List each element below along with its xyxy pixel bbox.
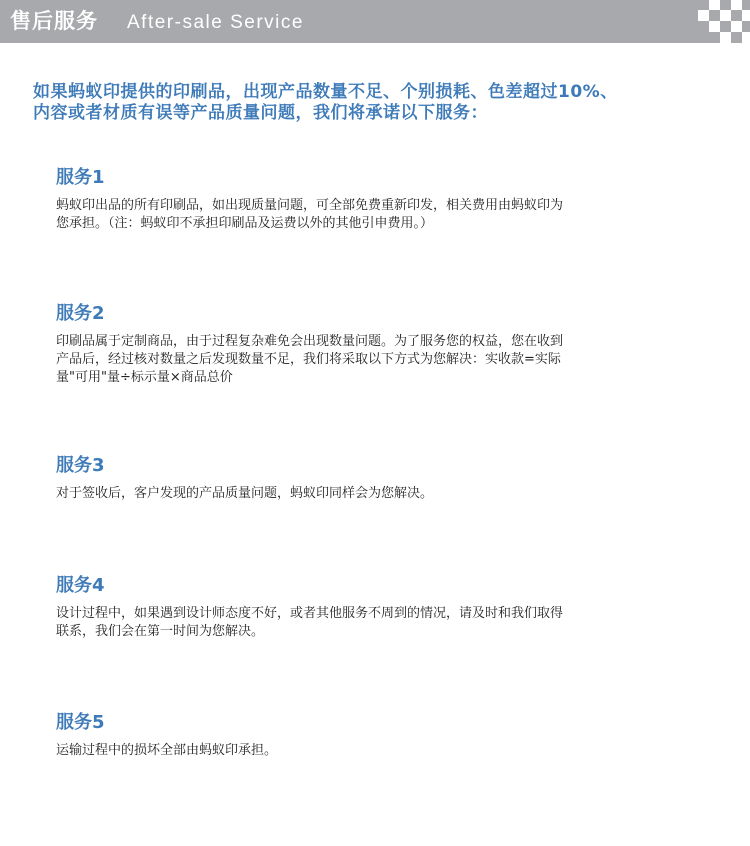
service-line: 对于签收后，客户发现的产品质量问题，蚂蚁印同样会为您解决。 [56, 486, 434, 501]
service-line: 蚂蚁印出品的所有印刷品，如出现质量问题，可全部免费重新印发，相关费用由蚂蚁印为 [56, 198, 564, 213]
service-line: 运输过程中的损坏全部由蚂蚁印承担。 [56, 743, 278, 758]
service-description [56, 742, 696, 760]
intro-line: 如果蚂蚁印提供的印刷品，出现产品数量不足、个别损耗、色差超过10%、 [33, 82, 618, 102]
service-4 [56, 574, 696, 641]
header-title: 售后服务 [10, 9, 98, 33]
section-header [0, 0, 750, 43]
service-description [56, 197, 696, 233]
service-line: 量"可用"量÷标示量×商品总价 [56, 370, 233, 385]
service-line: 您承担。（注：蚂蚁印不承担印刷品及运费以外的其他引申费用。） [56, 216, 434, 231]
checker-pattern-icon [692, 0, 750, 43]
service-description [56, 605, 696, 641]
service-description [56, 333, 696, 387]
header-subtitle: After-sale Service [127, 12, 304, 33]
service-1 [56, 166, 696, 233]
service-description [56, 485, 696, 503]
service-title: 服务3 [56, 455, 105, 476]
intro-statement [33, 82, 733, 124]
service-title: 服务5 [56, 712, 105, 733]
service-title: 服务4 [56, 575, 105, 596]
service-line: 印刷品属于定制商品，由于过程复杂难免会出现数量问题。为了服务您的权益，您在收到 [56, 334, 564, 349]
service-line: 联系，我们会在第一时间为您解决。 [56, 624, 265, 639]
service-line: 产品后，经过核对数量之后发现数量不足，我们将采取以下方式为您解决：实收款=实际 [56, 352, 561, 367]
service-title: 服务2 [56, 303, 105, 324]
service-5 [56, 711, 696, 760]
intro-line: 内容或者材质有误等产品质量问题，我们将承诺以下服务： [33, 103, 488, 123]
service-line: 设计过程中，如果遇到设计师态度不好，或者其他服务不周到的情况，请及时和我们取得 [56, 606, 564, 621]
service-3 [56, 454, 696, 503]
service-2 [56, 302, 696, 387]
service-title: 服务1 [56, 167, 105, 188]
